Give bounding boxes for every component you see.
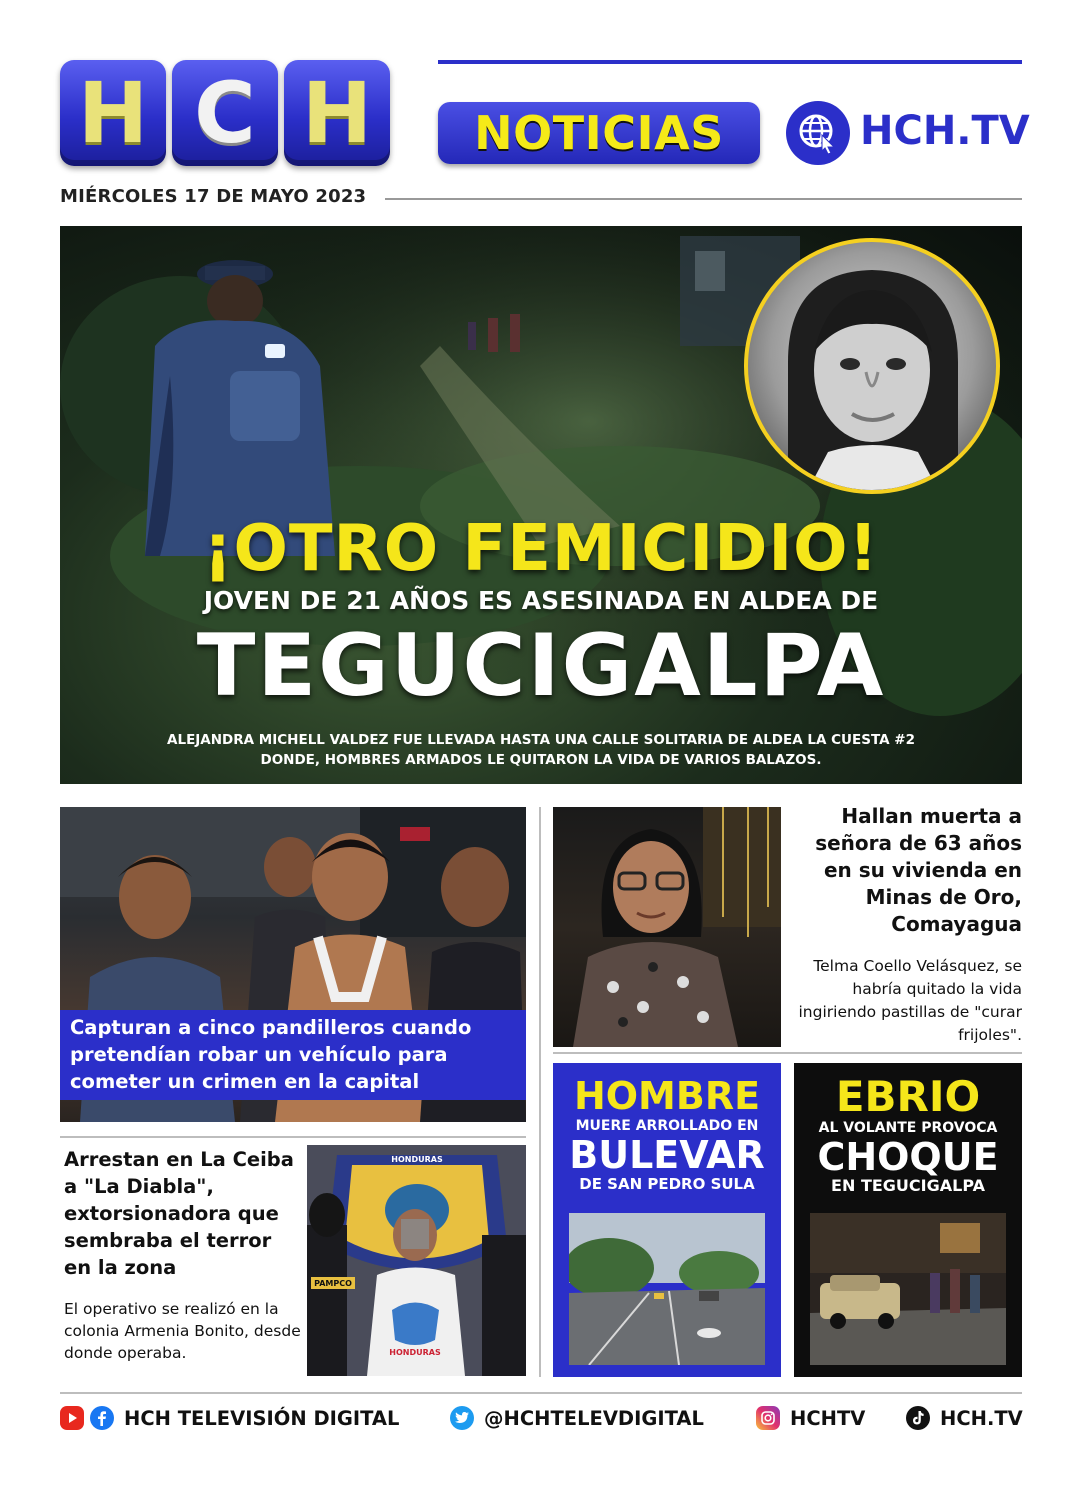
story-hombre-word: BULEVAR — [569, 1133, 765, 1177]
story-la-diabla-title[interactable]: Arrestan en La Ceiba a "La Diabla", extorsionadora que sembraba el terror en la zona — [64, 1148, 294, 1279]
logo-letter-h2: H — [284, 60, 390, 166]
column-divider — [539, 807, 541, 1377]
hero-headline: ¡OTRO FEMICIDIO! — [203, 512, 879, 586]
story-pandilleros-caption: Capturan a cinco pandilleros cuando pretendían robar un vehículo para cometer un crimen en la capital — [60, 1010, 526, 1100]
hero-city: TEGUCIGALPA — [196, 616, 886, 716]
story-la-diabla-text: El operativo se realizó en la colonia Armenia Bonito, desde donde operaba. — [64, 1300, 301, 1362]
instagram-icon — [756, 1406, 780, 1430]
story-hombre-line2: DE SAN PEDRO SULA — [579, 1175, 755, 1193]
footer-tiktok[interactable] — [906, 1406, 1023, 1430]
story-minas-de-oro-photo[interactable] — [553, 807, 781, 1047]
hero-story[interactable] — [60, 226, 1022, 784]
badge-top-text: HONDURAS — [391, 1155, 443, 1164]
hero-subheadline: JOVEN DE 21 AÑOS ES ASESINADA EN ALDEA DE — [203, 586, 879, 615]
story-pandilleros[interactable] — [60, 807, 526, 1122]
hch-logo — [60, 60, 390, 166]
tiktok-handle: HCH.TV — [940, 1406, 1023, 1430]
woman-photo — [553, 807, 781, 1047]
footer-facebook[interactable] — [60, 1406, 399, 1430]
story-hombre-line1: MUERE ARROLLADO EN — [575, 1118, 759, 1134]
svg-text:HONDURAS: HONDURAS — [389, 1348, 441, 1357]
story-minas-de-oro-title[interactable]: Hallan muerta a señora de 63 años en su vivienda en Minas de Oro, Comayagua — [815, 804, 1022, 936]
crash-photo — [810, 1213, 1006, 1365]
logo-letter-c: C — [172, 60, 278, 166]
footer-social — [60, 1406, 1022, 1440]
victim-portrait — [744, 238, 1000, 494]
logo-letter-h1: H — [60, 60, 166, 166]
section-badge: NOTICIAS — [438, 102, 760, 164]
story-ebrio-line2: EN TEGUCIGALPA — [831, 1176, 985, 1195]
story-hombre-headline: HOMBRE — [573, 1074, 761, 1118]
footer-twitter[interactable] — [450, 1406, 704, 1430]
footer-rule — [60, 1392, 1022, 1394]
twitter-handle: @HCHTELEVDIGITAL — [484, 1406, 704, 1430]
story-ebrio-headline: EBRIO — [835, 1072, 981, 1121]
story-hombre-box[interactable] — [553, 1063, 781, 1377]
badge-side-text: PAMPCO — [314, 1279, 352, 1288]
tiktok-icon — [906, 1406, 930, 1430]
instagram-handle: HCHTV — [790, 1406, 866, 1430]
facebook-handle: HCH TELEVISIÓN DIGITAL — [124, 1406, 400, 1430]
row-divider-left — [60, 1136, 526, 1138]
story-ebrio-box[interactable] — [794, 1063, 1022, 1377]
arrest-photo — [307, 1145, 526, 1376]
dateline: MIÉRCOLES 17 DE MAYO 2023 — [60, 186, 367, 207]
road-photo — [569, 1213, 765, 1365]
story-la-diabla-photo[interactable] — [307, 1145, 526, 1376]
header-rule — [438, 60, 1022, 64]
row-divider-right — [553, 1052, 1022, 1054]
hero-description: ALEJANDRA MICHELL VALDEZ FUE LLEVADA HASTA UNA CALLE SOLITARIA DE ALDEA LA CUESTA #2 DONDE, HOMBRES ARMADOS LE QUITARON LA VIDA DE VARIOS BALAZOS. — [167, 732, 915, 768]
story-minas-de-oro-text: Telma Coello Velásquez, se habría quitado la vida ingiriendo pastillas de "curar frijoles". — [798, 957, 1022, 1044]
footer-instagram[interactable] — [756, 1406, 865, 1430]
globe-cursor-icon — [786, 101, 850, 165]
facebook-icon — [90, 1406, 114, 1430]
dateline-rule — [385, 198, 1022, 200]
story-ebrio-line1: AL VOLANTE PROVOCA — [818, 1120, 998, 1136]
story-ebrio-word: CHOQUE — [817, 1135, 999, 1179]
twitter-icon — [450, 1406, 474, 1430]
youtube-icon — [60, 1406, 84, 1430]
website-link[interactable]: HCH.TV — [860, 108, 1030, 154]
